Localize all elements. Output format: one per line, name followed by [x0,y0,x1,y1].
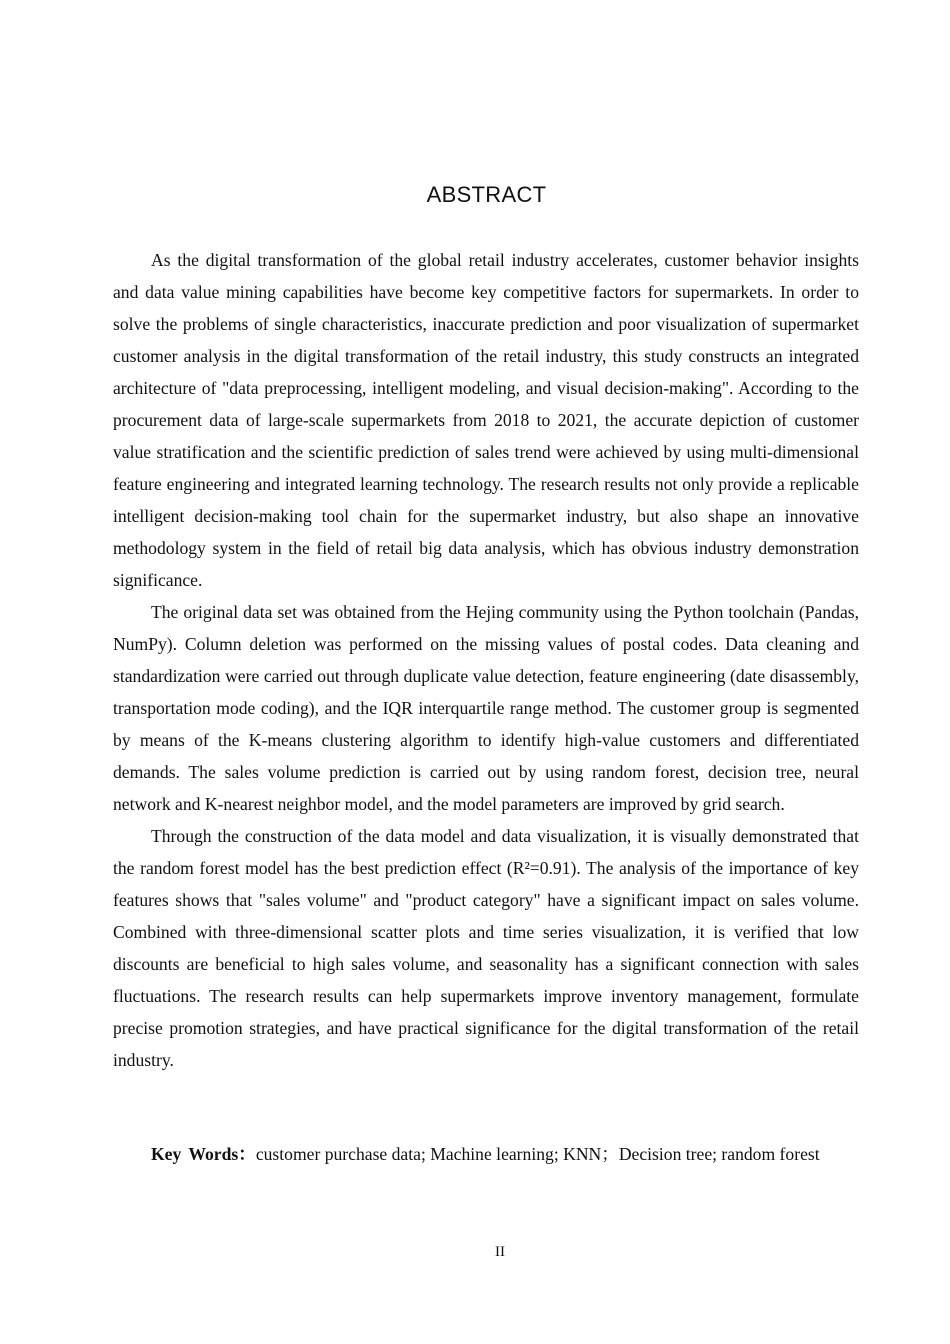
abstract-paragraph: As the digital transformation of the global retail industry accelerates, customer behavior insights and data value mining capabilities have become key competitive factors for supermarkets. In order to solve the problems of single characteristics, inaccurate prediction and poor visualization of supermarket customer analysis in the digital transformation of the retail industry, this study constructs an integrated architecture of "data preprocessing, intelligent modeling, and visual decision-making". According to the procurement data of large-scale supermarkets from 2018 to 2021, the accurate depiction of customer value stratification and the scientific prediction of sales trend were achieved by using multi-dimensional feature engineering and integrated learning technology. The research results not only provide a replicable intelligent decision-making tool chain for the supermarket industry, but also shape an innovative methodology system in the field of retail big data analysis, which has obvious industry demonstration significance. [113,250,859,590]
keywords-text: customer purchase data; Machine learning; KNN；Decision tree; random forest [255,1144,820,1164]
keywords-label: Key Words： [151,1144,256,1164]
abstract-paragraph: Through the construction of the data model and data visualization, it is visually demonstrated that the random forest model has the best prediction effect (R²=0.91). The analysis of the importance of key features shows that "sales volume" and "product category" have a significant impact on sales volume. Combined with three-dimensional scatter plots and time series visualization, it is verified that low discounts are beneficial to high sales volume, and seasonality has a significant connection with sales fluctuations. The research results can help supermarkets improve inventory management, formulate precise promotion strategies, and have practical significance for the digital transformation of the retail industry. [113,826,859,1070]
abstract-body [113,244,859,1076]
abstract-paragraph: The original data set was obtained from the Hejing community using the Python toolchain (Pandas, NumPy). Column deletion was performed on the missing values of postal codes. Data cleaning and standardization were carried out through duplicate value detection, feature engineering (date disassembly, transportation mode coding), and the IQR interquartile range method. The customer group is segmented by means of the K-means clustering algorithm to identify high-value customers and differentiated demands. The sales volume prediction is carried out by using random forest, decision tree, neural network and K-nearest neighbor model, and the model parameters are improved by grid search. [113,602,859,814]
abstract-title: ABSTRACT [426,182,547,207]
keywords-line [113,1138,859,1170]
page-number: II [495,1244,505,1260]
